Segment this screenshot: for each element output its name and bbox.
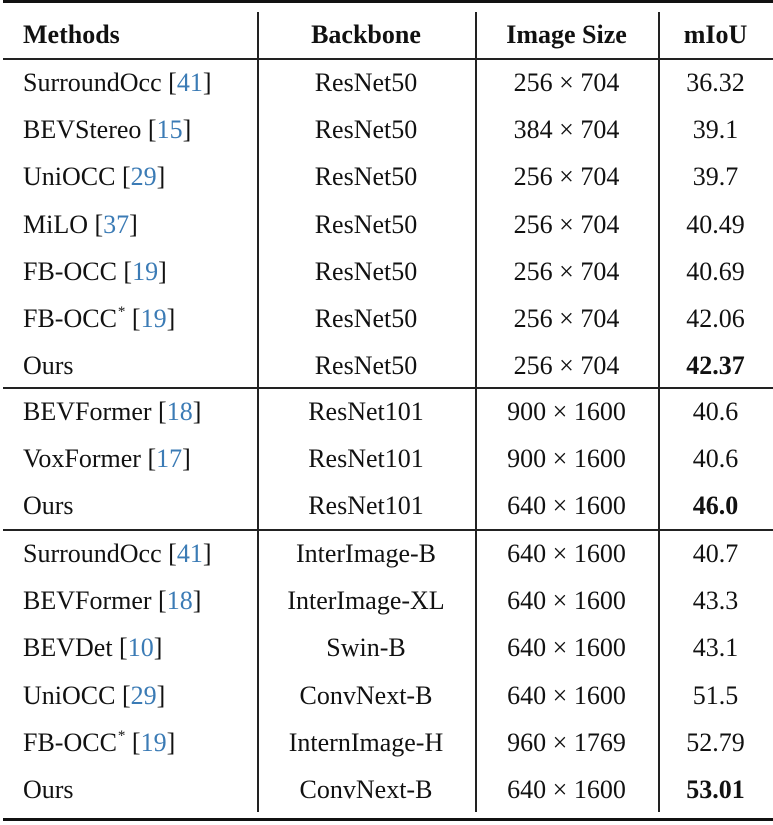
method-name: UniOCC: [23, 680, 116, 710]
citation-link[interactable]: 29: [130, 162, 157, 192]
method-cell: [23, 201, 138, 248]
method-name: VoxFormer: [23, 444, 141, 474]
miou-cell: 42.06: [686, 304, 745, 333]
backbone-cell: ConvNext-B: [299, 775, 433, 804]
bracket-close: ]: [166, 304, 176, 333]
bracket-close: ]: [156, 162, 166, 192]
method-cell: [23, 342, 74, 389]
method-cell: [23, 672, 165, 719]
image-size-cell: 640 × 1600: [507, 775, 626, 804]
backbone-cell: ResNet101: [308, 444, 424, 474]
backbone-cell: ConvNext-B: [299, 680, 433, 710]
backbone-cell: InterImage-XL: [287, 586, 445, 616]
asterisk-mark: *: [117, 304, 126, 320]
method-cell: [23, 435, 191, 482]
bracket-close: ]: [182, 115, 192, 145]
header-methods: Methods: [23, 20, 120, 49]
table-row: [3, 624, 773, 671]
method-name: Ours: [23, 351, 74, 381]
bracket-open: [: [141, 115, 157, 145]
backbone-cell: ResNet50: [314, 115, 418, 145]
miou-cell: 39.7: [692, 162, 739, 192]
header-image-size: Image Size: [506, 20, 627, 49]
backbone-cell: ResNet50: [314, 209, 418, 239]
table-row: [3, 530, 773, 577]
header-miou: mIoU: [683, 20, 748, 49]
citation-link[interactable]: 18: [166, 586, 193, 616]
miou-cell: 40.49: [686, 209, 745, 239]
backbone-cell: ResNet101: [308, 397, 424, 426]
bracket-open: [: [125, 304, 141, 333]
image-size-cell: 256 × 704: [513, 351, 620, 381]
bracket-open: [: [88, 209, 104, 239]
citation-link[interactable]: 18: [166, 397, 193, 426]
miou-cell: 46.0: [692, 491, 739, 521]
method-cell: [23, 59, 211, 106]
image-size-cell: 900 × 1600: [507, 397, 626, 426]
method-name: Ours: [23, 775, 74, 804]
table-row: [3, 153, 773, 200]
backbone-cell: ResNet50: [314, 68, 418, 97]
backbone-cell: InternImage-H: [288, 727, 444, 757]
bracket-close: ]: [192, 586, 202, 616]
bracket-open: [: [140, 444, 157, 474]
bracket-close: ]: [202, 68, 212, 97]
backbone-cell: ResNet50: [314, 351, 418, 381]
miou-cell: 42.37: [686, 351, 745, 381]
miou-cell: 43.1: [692, 633, 739, 663]
citation-link[interactable]: 19: [140, 727, 167, 757]
miou-cell: 40.6: [692, 444, 739, 474]
backbone-cell: ResNet50: [314, 256, 418, 286]
table-row: [3, 201, 773, 248]
backbone-cell: ResNet50: [314, 162, 418, 192]
method-name: SurroundOcc: [23, 68, 162, 97]
image-size-cell: 384 × 704: [513, 115, 620, 145]
bracket-close: ]: [182, 444, 191, 474]
table-row: [3, 766, 773, 813]
bracket-close: ]: [166, 727, 176, 757]
table-row: [3, 577, 773, 624]
table-row: [3, 388, 773, 435]
method-name: MiLO: [23, 209, 88, 239]
method-name: SurroundOcc: [23, 539, 162, 568]
image-size-cell: 640 × 1600: [507, 491, 626, 521]
bracket-close: ]: [129, 209, 138, 239]
image-size-cell: 960 × 1769: [507, 727, 626, 757]
citation-link[interactable]: 10: [127, 633, 154, 663]
bracket-open: [: [161, 68, 177, 97]
miou-cell: 39.1: [692, 115, 739, 145]
header-backbone: Backbone: [311, 20, 421, 49]
method-cell: [23, 577, 201, 624]
method-name: FB-OCC: [23, 304, 117, 333]
method-name: BEVDet: [23, 633, 113, 663]
method-cell: [23, 153, 165, 200]
image-size-cell: 900 × 1600: [507, 444, 626, 474]
citation-link[interactable]: 17: [156, 444, 183, 474]
bracket-close: ]: [202, 539, 212, 568]
image-size-cell: 640 × 1600: [507, 633, 626, 663]
image-size-cell: 640 × 1600: [507, 539, 626, 568]
table-row: [3, 248, 773, 295]
top-rule: [3, 0, 773, 3]
citation-link[interactable]: 41: [176, 539, 203, 568]
citation-link[interactable]: 41: [176, 68, 203, 97]
citation-link[interactable]: 37: [103, 209, 130, 239]
backbone-cell: InterImage-B: [295, 539, 437, 568]
image-size-cell: 256 × 704: [513, 209, 620, 239]
method-cell: [23, 530, 211, 577]
table-row: [3, 672, 773, 719]
bracket-open: [: [116, 256, 133, 286]
citation-link[interactable]: 19: [132, 256, 159, 286]
asterisk-mark: *: [117, 727, 126, 744]
method-cell: [23, 388, 201, 435]
bracket-close: ]: [153, 633, 163, 663]
miou-cell: 40.7: [692, 539, 739, 568]
bracket-open: [: [115, 162, 131, 192]
table-row: [3, 719, 773, 766]
bracket-open: [: [161, 539, 177, 568]
bracket-open: [: [151, 397, 167, 426]
method-name: BEVFormer: [23, 586, 152, 616]
bracket-open: [: [125, 727, 141, 757]
image-size-cell: 640 × 1600: [507, 586, 626, 616]
method-name: FB-OCC: [23, 727, 117, 757]
miou-cell: 36.32: [686, 68, 745, 97]
miou-cell: 52.79: [686, 727, 745, 757]
bracket-open: [: [112, 633, 128, 663]
miou-cell: 40.6: [692, 397, 739, 426]
method-name: BEVFormer: [23, 397, 152, 426]
method-cell: [23, 295, 175, 342]
image-size-cell: 640 × 1600: [507, 680, 626, 710]
method-cell: [23, 624, 162, 671]
method-name: FB-OCC: [23, 256, 117, 286]
image-size-cell: 256 × 704: [513, 162, 620, 192]
bracket-close: ]: [156, 680, 166, 710]
table-row: [3, 435, 773, 482]
miou-cell: 53.01: [686, 775, 745, 804]
bracket-open: [: [151, 586, 167, 616]
method-name: UniOCC: [23, 162, 116, 192]
table-row: [3, 342, 773, 389]
image-size-cell: 256 × 704: [513, 256, 620, 286]
table-row: [3, 295, 773, 342]
backbone-cell: ResNet101: [308, 491, 424, 521]
method-name: Ours: [23, 491, 74, 521]
table-row: [3, 59, 773, 106]
miou-cell: 40.69: [686, 256, 745, 286]
table-row: [3, 106, 773, 153]
bracket-close: ]: [192, 397, 202, 426]
backbone-cell: Swin-B: [326, 633, 406, 663]
citation-link[interactable]: 15: [156, 115, 183, 145]
method-cell: [23, 106, 191, 153]
bracket-open: [: [115, 680, 131, 710]
table-row: [3, 482, 773, 529]
citation-link[interactable]: 19: [140, 304, 167, 333]
method-name: BEVStereo: [23, 115, 142, 145]
citation-link[interactable]: 29: [130, 680, 157, 710]
image-size-cell: 256 × 704: [513, 68, 620, 97]
image-size-cell: 256 × 704: [513, 304, 620, 333]
method-cell: [23, 482, 74, 529]
backbone-cell: ResNet50: [314, 304, 418, 333]
miou-cell: 51.5: [692, 680, 739, 710]
method-cell: [23, 766, 74, 813]
miou-cell: 43.3: [692, 586, 739, 616]
method-cell: [23, 248, 167, 295]
bottom-rule: [3, 818, 773, 821]
bracket-close: ]: [158, 256, 167, 286]
method-cell: [23, 719, 175, 766]
